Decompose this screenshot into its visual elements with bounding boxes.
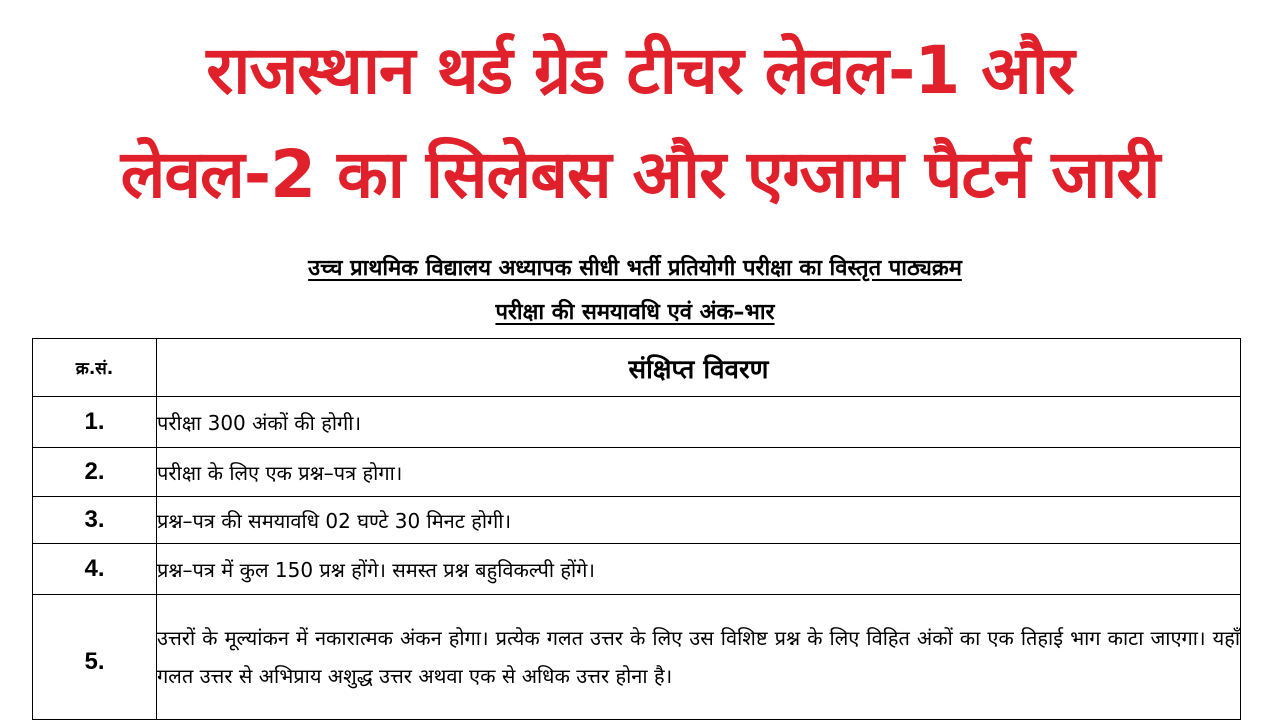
headline-line-2: लेवल-2 का सिलेबस और एग्जाम पैटर्न जारी: [120, 136, 1160, 213]
table-row: [33, 397, 1241, 448]
row-description: प्रश्न–पत्र की समयावधि 02 घण्टे 30 मिनट होगी।: [157, 497, 1241, 544]
table-row: [33, 595, 1241, 720]
row-description: उत्तरों के मूल्यांकन में नकारात्मक अंकन होगा। प्रत्येक गलत उत्तर के लिए उस विशिष्ट प्रश्न के लिए विहित अंकों का एक तिहाई भाग काटा जाएगा। यहाँ गलत उत्तर से अभिप्राय अशुद्ध उत्तर अथवा एक से अधिक उत्तर होना है।: [157, 595, 1241, 720]
row-number: 4.: [33, 544, 157, 595]
headline-line-1: राजस्थान थर्ड ग्रेड टीचर लेवल-1 और: [206, 32, 1074, 109]
table-row: [33, 497, 1241, 544]
exam-duration-subheading: परीक्षा की समयावधि एवं अंक–भार: [495, 300, 775, 325]
row-description: परीक्षा के लिए एक प्रश्न–पत्र होगा।: [157, 448, 1241, 497]
row-description: प्रश्न–पत्र में कुल 150 प्रश्न होंगे। समस्त प्रश्न बहुविकल्पी होंगे।: [157, 544, 1241, 595]
row-number: 2.: [33, 448, 157, 497]
table-row: [33, 544, 1241, 595]
row-number: 3.: [33, 497, 157, 544]
row-number: 5.: [33, 595, 157, 720]
exam-pattern-table: [32, 338, 1241, 720]
row-description: परीक्षा 300 अंकों की होगी।: [157, 397, 1241, 448]
serial-number-header: क्र.सं.: [33, 339, 157, 397]
table-header-row: [33, 339, 1241, 397]
row-number: 1.: [33, 397, 157, 448]
table-row: [33, 448, 1241, 497]
description-header: संक्षिप्त विवरण: [157, 339, 1241, 397]
syllabus-subheading: उच्च प्राथमिक विद्यालय अध्यापक सीधी भर्ती प्रतियोगी परीक्षा का विस्तृत पाठ्यक्रम: [308, 256, 962, 281]
